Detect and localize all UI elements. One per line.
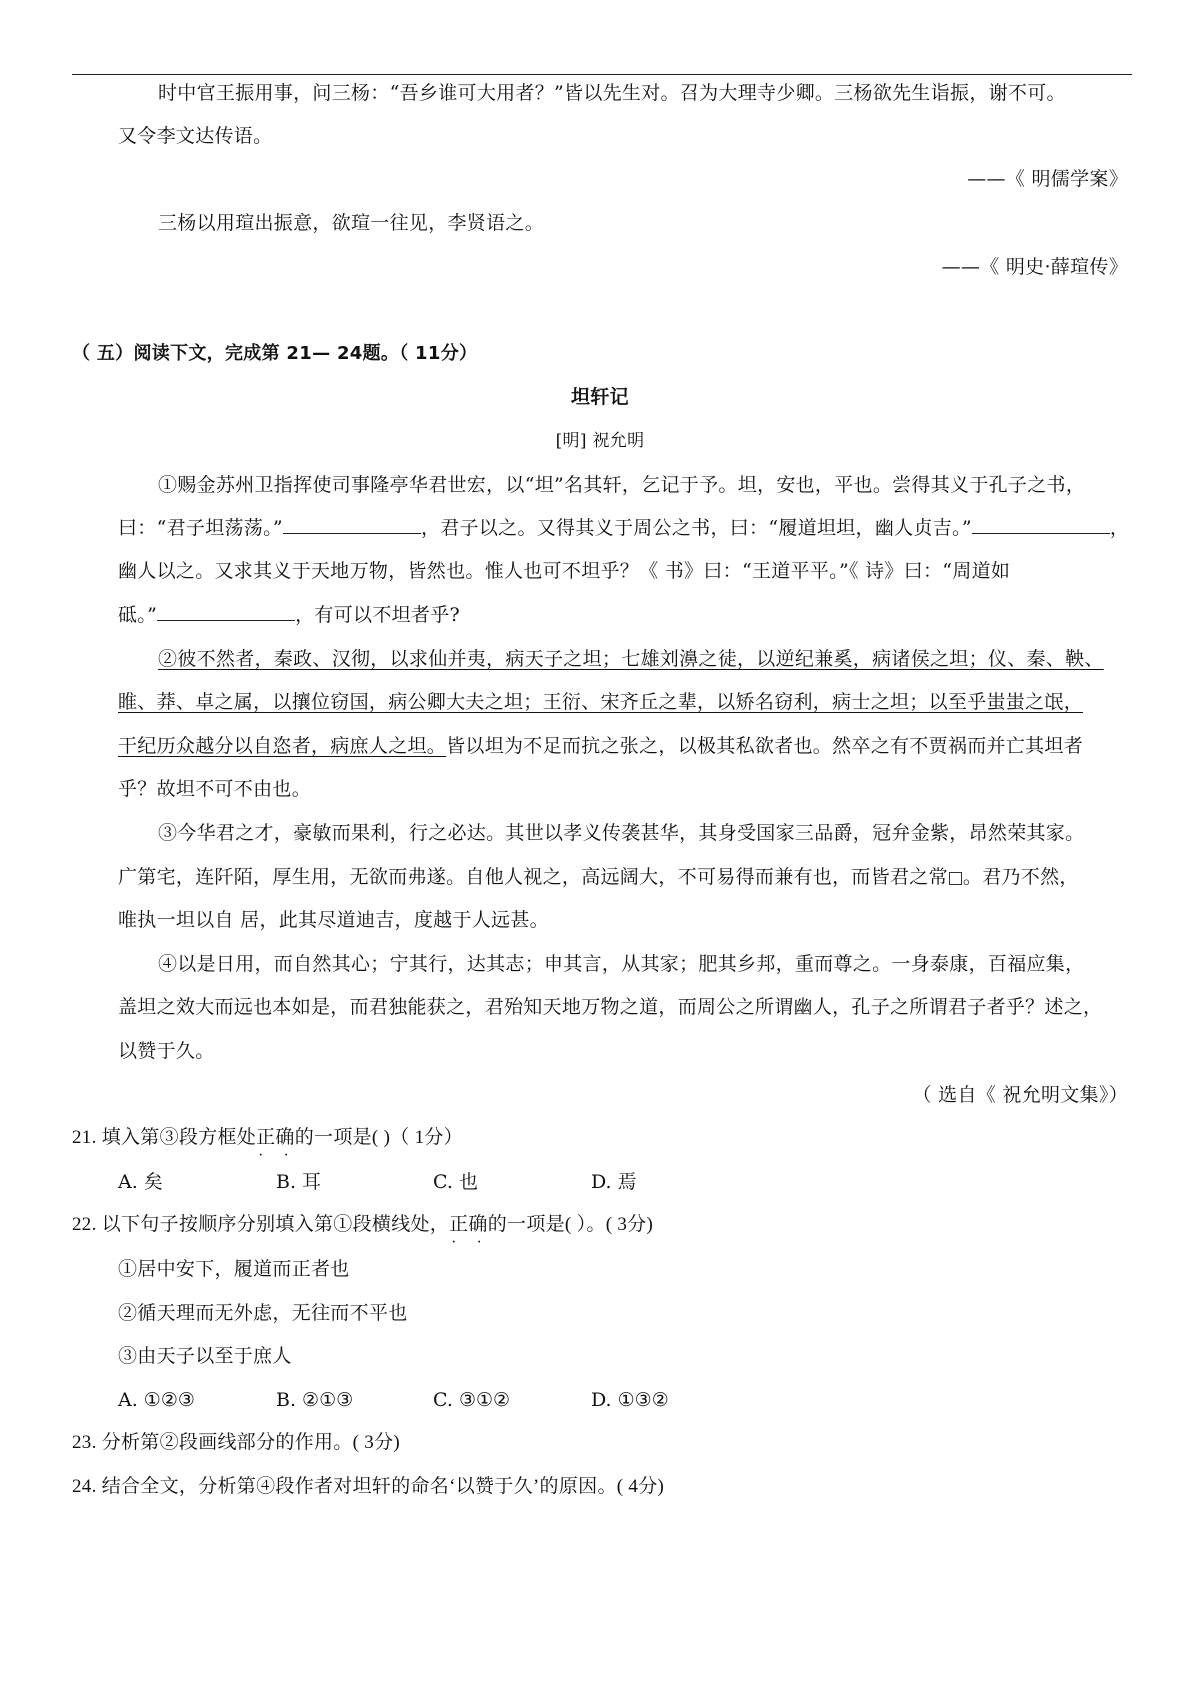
fill-blank-1 bbox=[283, 515, 421, 534]
emphasized-word: 正确 · · bbox=[256, 1124, 295, 1152]
quote-source: ——《 明史·薛瑄传》 bbox=[941, 256, 1128, 278]
text-segment: 砥。” bbox=[118, 604, 158, 626]
paragraph-line: 幽人以之。又求其义于天地万物，皆然也。惟人也可不坦乎？《 书》曰：“王道平平。”《 诗》曰：“周道如 bbox=[118, 560, 1011, 582]
passage-title: 坦轩记 bbox=[571, 386, 629, 408]
text-segment: ，君子以之。又得其义于周公之书，曰：“履道坦坦，幽人贞吉。” bbox=[420, 517, 972, 539]
paragraph-line bbox=[118, 863, 1079, 891]
q21-option-c[interactable]: C. 也 bbox=[433, 1171, 478, 1193]
question-text: 的一项是( ）。( 3分) bbox=[487, 1214, 654, 1235]
question-text: 21. 填入第③段方框处 bbox=[72, 1127, 257, 1148]
fill-blank-3 bbox=[157, 602, 295, 621]
question-22 bbox=[72, 1211, 653, 1239]
q22-item: ①居中安下，履道而正者也 bbox=[118, 1258, 350, 1280]
underlined-line: 睢、莽、卓之属，以攘位窃国，病公卿大夫之坦；王衍、宋齐丘之辈，以矫名窃利，病士之坦；以至乎蚩蚩之氓， bbox=[118, 691, 1084, 713]
passage-source: （ 选自《 祝允明文集》） bbox=[912, 1084, 1128, 1106]
question-24: 24. 结合全文，分析第④段作者对坦轩的命名‘以赞于久’的原因。( 4分) bbox=[72, 1476, 665, 1497]
q22-item: ③由天子以至于庶人 bbox=[118, 1345, 292, 1367]
paragraph-line: 乎？故坦不可不由也。 bbox=[118, 778, 312, 800]
text-segment: 皆以坦为不足而抗之张之，以极其私欲者也。然卒之有不贾祸而并亡其坦者 bbox=[446, 735, 1084, 757]
paragraph-line bbox=[118, 732, 1083, 760]
quote-line: 时中官王振用事，问三杨：“吾乡谁可大用者？”皆以先生对。召为大理寺少卿。三杨欲先生诣振，谢不可。 bbox=[158, 82, 1066, 104]
quote-line: 又令李文达传语。 bbox=[118, 125, 273, 147]
passage-author: [明] 祝允明 bbox=[555, 431, 645, 451]
text-segment: 曰：“君子坦荡荡。” bbox=[118, 517, 283, 539]
quote-line: 三杨以用瑄出振意，欲瑄一往见，李贤语之。 bbox=[158, 212, 545, 234]
question-23: 23. 分析第②段画线部分的作用。( 3分) bbox=[72, 1432, 401, 1453]
underlined-segment: 干纪历众越分以自恣者，病庶人之坦。 bbox=[118, 735, 447, 757]
paragraph-line: 唯执一坦以自 居，此其尽道迪吉，度越于人远甚。 bbox=[118, 909, 549, 931]
paragraph-line: 盖坦之效大而远也本如是，而君独能获之，君殆知天地万物之道，而周公之所谓幽人，孔子之所谓君子者乎？述之， bbox=[118, 996, 1103, 1018]
paragraph-line: ①赐金苏州卫指挥使司事隆亭华君世宏，以“坦”名其轩，乞记于予。坦，安也，平也。尝得其义于孔子之书， bbox=[158, 474, 1086, 496]
paragraph-line: 以赞于久。 bbox=[118, 1040, 215, 1062]
q22-option-b[interactable]: B. ②①③ bbox=[276, 1389, 354, 1411]
answer-box bbox=[949, 872, 962, 885]
fill-blank-2 bbox=[972, 515, 1110, 534]
emphasized-word: 正确 · · bbox=[449, 1211, 488, 1239]
paragraph-line: ④以是日用，而自然其心；宁其行，达其志；申其言，从其家；肥其乡邦，重而尊之。一身泰康，百福应集， bbox=[158, 953, 1085, 975]
section-heading: （ 五）阅读下文，完成第 21— 24题。（ 11分） bbox=[72, 343, 478, 364]
q22-item: ②循天理而无外虑，无往而不平也 bbox=[118, 1302, 408, 1324]
question-text: 的一项是( )（ 1分） bbox=[294, 1127, 463, 1148]
q22-option-a[interactable]: A. ①②③ bbox=[118, 1389, 195, 1411]
q21-option-d[interactable]: D. 焉 bbox=[591, 1171, 637, 1193]
top-divider bbox=[72, 74, 1132, 75]
text-segment: 。君乃不然， bbox=[962, 866, 1079, 888]
question-21 bbox=[72, 1124, 463, 1152]
paragraph-line bbox=[118, 601, 460, 629]
q22-option-d[interactable]: D. ①③② bbox=[591, 1389, 669, 1411]
text-segment: ， bbox=[1109, 517, 1130, 539]
q21-option-a[interactable]: A. 矣 bbox=[118, 1171, 163, 1193]
q22-option-c[interactable]: C. ③①② bbox=[433, 1389, 511, 1411]
paragraph-line bbox=[118, 514, 1129, 542]
text-segment: 广第宅，连阡陌，厚生用，无欲而弗遂。自他人视之，高远阔大，不可易得而兼有也，而皆君之常 bbox=[118, 866, 948, 888]
question-text: 22. 以下句子按顺序分别填入第①段横线处， bbox=[72, 1214, 450, 1235]
text-segment: ，有可以不坦者乎? bbox=[295, 604, 461, 626]
paragraph-line: ③今华君之才，豪敏而果利，行之必达。其世以孝义传袭甚华，其身受国家三品爵，冠弁金紫，昂然荣其家。 bbox=[158, 822, 1085, 844]
q21-option-b[interactable]: B. 耳 bbox=[276, 1171, 322, 1193]
quote-source: ——《 明儒学案》 bbox=[967, 168, 1128, 190]
underlined-line: ②彼不然者，秦政、汉彻，以求仙并夷，病天子之坦；七雄刘濞之徒，以逆纪兼奚，病诸侯之坦；仪、秦、鞅、 bbox=[158, 648, 1104, 670]
